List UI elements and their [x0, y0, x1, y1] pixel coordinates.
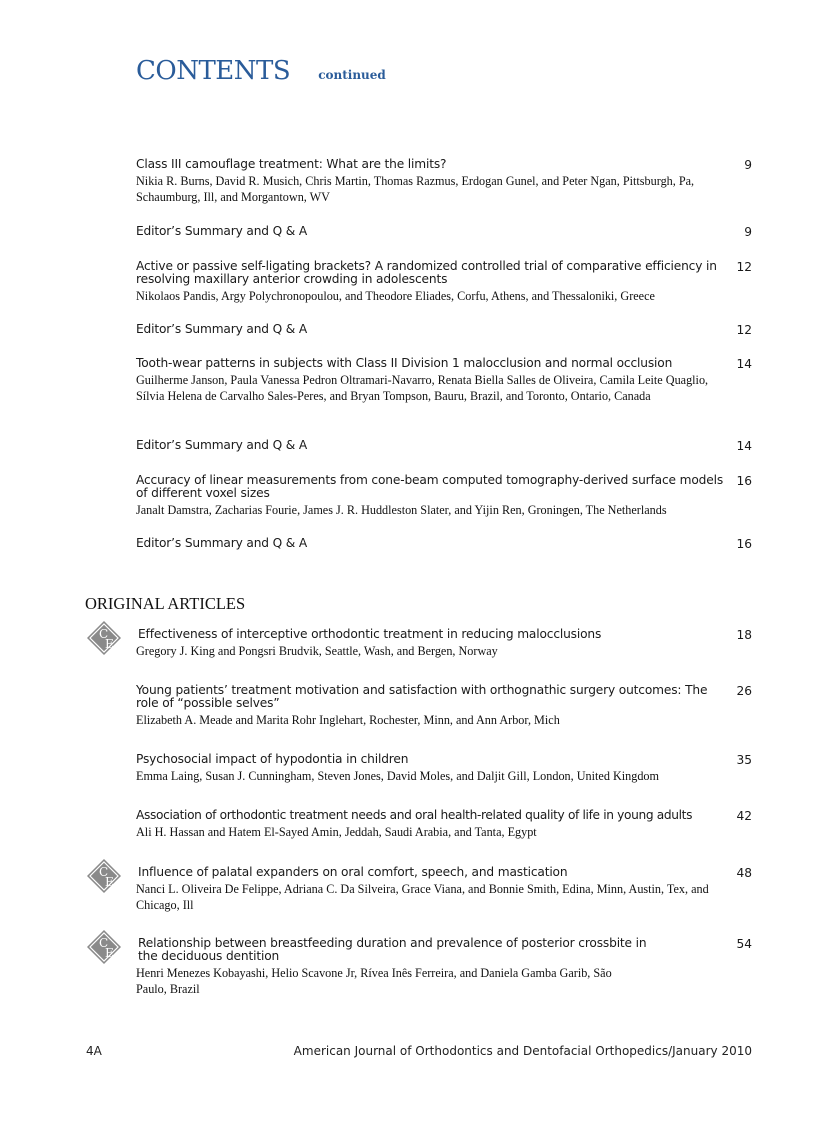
ce-letter-e: E: [105, 875, 114, 889]
article-page-number: 26: [736, 684, 752, 698]
article-entry[interactable]: [136, 809, 752, 840]
entry-title: Editor’s Summary and Q & A: [136, 322, 308, 336]
entry-authors: Nikia R. Burns, David R. Musich, Chris Martin, Thomas Razmus, Erdogan Gunel, and Peter Ngan, Pittsburgh, Pa, Schaumburg, Ill, and Morgantown, WV: [136, 174, 695, 204]
ce-badge-icon: [86, 858, 122, 894]
entry-page-number: 16: [736, 474, 752, 488]
entry-title: Class III camouflage treatment: What are the limits?: [136, 157, 447, 171]
ce-badge-icon: [86, 620, 122, 656]
entry-page-number: 9: [744, 158, 752, 172]
article-title: Relationship between breastfeeding duration and prevalence of posterior crossbite in the deciduous dentition: [138, 936, 647, 963]
entry-title: Tooth-wear patterns in subjects with Class II Division 1 malocclusion and normal occlusion: [136, 356, 673, 370]
entry-title: Editor’s Summary and Q & A: [136, 224, 308, 238]
ce-letter-c: C: [99, 865, 109, 879]
article-page-number: 35: [736, 753, 752, 767]
article-title: Association of orthodontic treatment needs and oral health-related quality of life in young adults: [136, 808, 693, 822]
article-authors: Gregory J. King and Pongsri Brudvik, Seattle, Wash, and Bergen, Norway: [136, 644, 498, 658]
entry-authors: Janalt Damstra, Zacharias Fourie, James J. R. Huddleston Slater, and Yijin Ren, Groningen, The Netherlands: [136, 503, 667, 517]
page-title: CONTENTS: [136, 56, 291, 86]
article-entry[interactable]: [136, 937, 752, 997]
article-page-number: 48: [736, 866, 752, 880]
article-title: Young patients’ treatment motivation and satisfaction with orthognathic surgery outcomes: The role of “possible selves”: [136, 683, 708, 710]
entry-page-number: 9: [744, 225, 752, 239]
article-page-number: 42: [736, 809, 752, 823]
article-title: Effectiveness of interceptive orthodontic treatment in reducing malocclusions: [138, 627, 602, 641]
entry-title: Editor’s Summary and Q & A: [136, 536, 308, 550]
footer-page-number: 4A: [86, 1044, 102, 1058]
entry-title: Editor’s Summary and Q & A: [136, 438, 308, 452]
article-title: Psychosocial impact of hypodontia in children: [136, 752, 409, 766]
article-authors: Ali H. Hassan and Hatem El-Sayed Amin, Jeddah, Saudi Arabia, and Tanta, Egypt: [136, 825, 537, 839]
section-heading: ORIGINAL ARTICLES: [85, 594, 246, 613]
toc-entry[interactable]: [136, 323, 752, 336]
ce-letter-c: C: [99, 936, 109, 950]
ce-letter-e: E: [105, 637, 114, 651]
toc-entry[interactable]: [136, 260, 752, 304]
ce-badge-icon: [86, 929, 122, 965]
article-entry[interactable]: [136, 866, 752, 913]
entry-page-number: 12: [736, 260, 752, 274]
toc-entry[interactable]: [136, 158, 752, 205]
entry-authors: Guilherme Janson, Paula Vanessa Pedron Oltramari-Navarro, Renata Biella Salles de Oliveira, Camila Leite Quaglio, Sílvia Helena de Carvalho Sales-Peres, and Bryan Tompson, Bauru, Brazil, and Toronto, Ontario, Canada: [136, 373, 709, 403]
article-authors: Elizabeth A. Meade and Marita Rohr Inglehart, Rochester, Minn, and Ann Arbor, Mich: [136, 713, 560, 727]
article-authors: Henri Menezes Kobayashi, Helio Scavone Jr, Rívea Inês Ferreira, and Daniela Gamba Garib, São Paulo, Brazil: [136, 966, 612, 996]
ce-letter-e: E: [105, 946, 114, 960]
toc-entry[interactable]: [136, 225, 752, 238]
entry-title: Accuracy of linear measurements from cone-beam computed tomography-derived surface models of different voxel sizes: [136, 473, 724, 500]
article-entry[interactable]: [136, 628, 752, 659]
article-authors: Nanci L. Oliveira De Felippe, Adriana C. Da Silveira, Grace Viana, and Bonnie Smith, Edina, Minn, Austin, Tex, and Chicago, Ill: [136, 882, 709, 912]
toc-entry[interactable]: [136, 474, 752, 518]
contents-header: [136, 56, 386, 86]
footer-journal-title: American Journal of Orthodontics and Dentofacial Orthopedics/January 2010: [293, 1044, 752, 1058]
ce-letter-c: C: [99, 627, 109, 641]
entry-page-number: 14: [736, 439, 752, 453]
article-page-number: 18: [736, 628, 752, 642]
toc-entry[interactable]: [136, 357, 752, 404]
entry-page-number: 16: [736, 537, 752, 551]
article-title: Influence of palatal expanders on oral comfort, speech, and mastication: [138, 865, 568, 879]
entry-page-number: 14: [736, 357, 752, 371]
entry-page-number: 12: [736, 323, 752, 337]
toc-entry[interactable]: [136, 537, 752, 550]
article-entry[interactable]: [136, 753, 752, 784]
entry-title: Active or passive self-ligating brackets? A randomized controlled trial of comparative efficiency in resolving maxillary anterior crowding in adolescents: [136, 259, 717, 286]
entry-authors: Nikolaos Pandis, Argy Polychronopoulou, and Theodore Eliades, Corfu, Athens, and Thessaloniki, Greece: [136, 289, 655, 303]
page-subtitle: continued: [318, 68, 386, 82]
article-authors: Emma Laing, Susan J. Cunningham, Steven Jones, David Moles, and Daljit Gill, London, United Kingdom: [136, 769, 659, 783]
article-entry[interactable]: [136, 684, 752, 728]
toc-entry[interactable]: [136, 439, 752, 452]
article-page-number: 54: [736, 937, 752, 951]
